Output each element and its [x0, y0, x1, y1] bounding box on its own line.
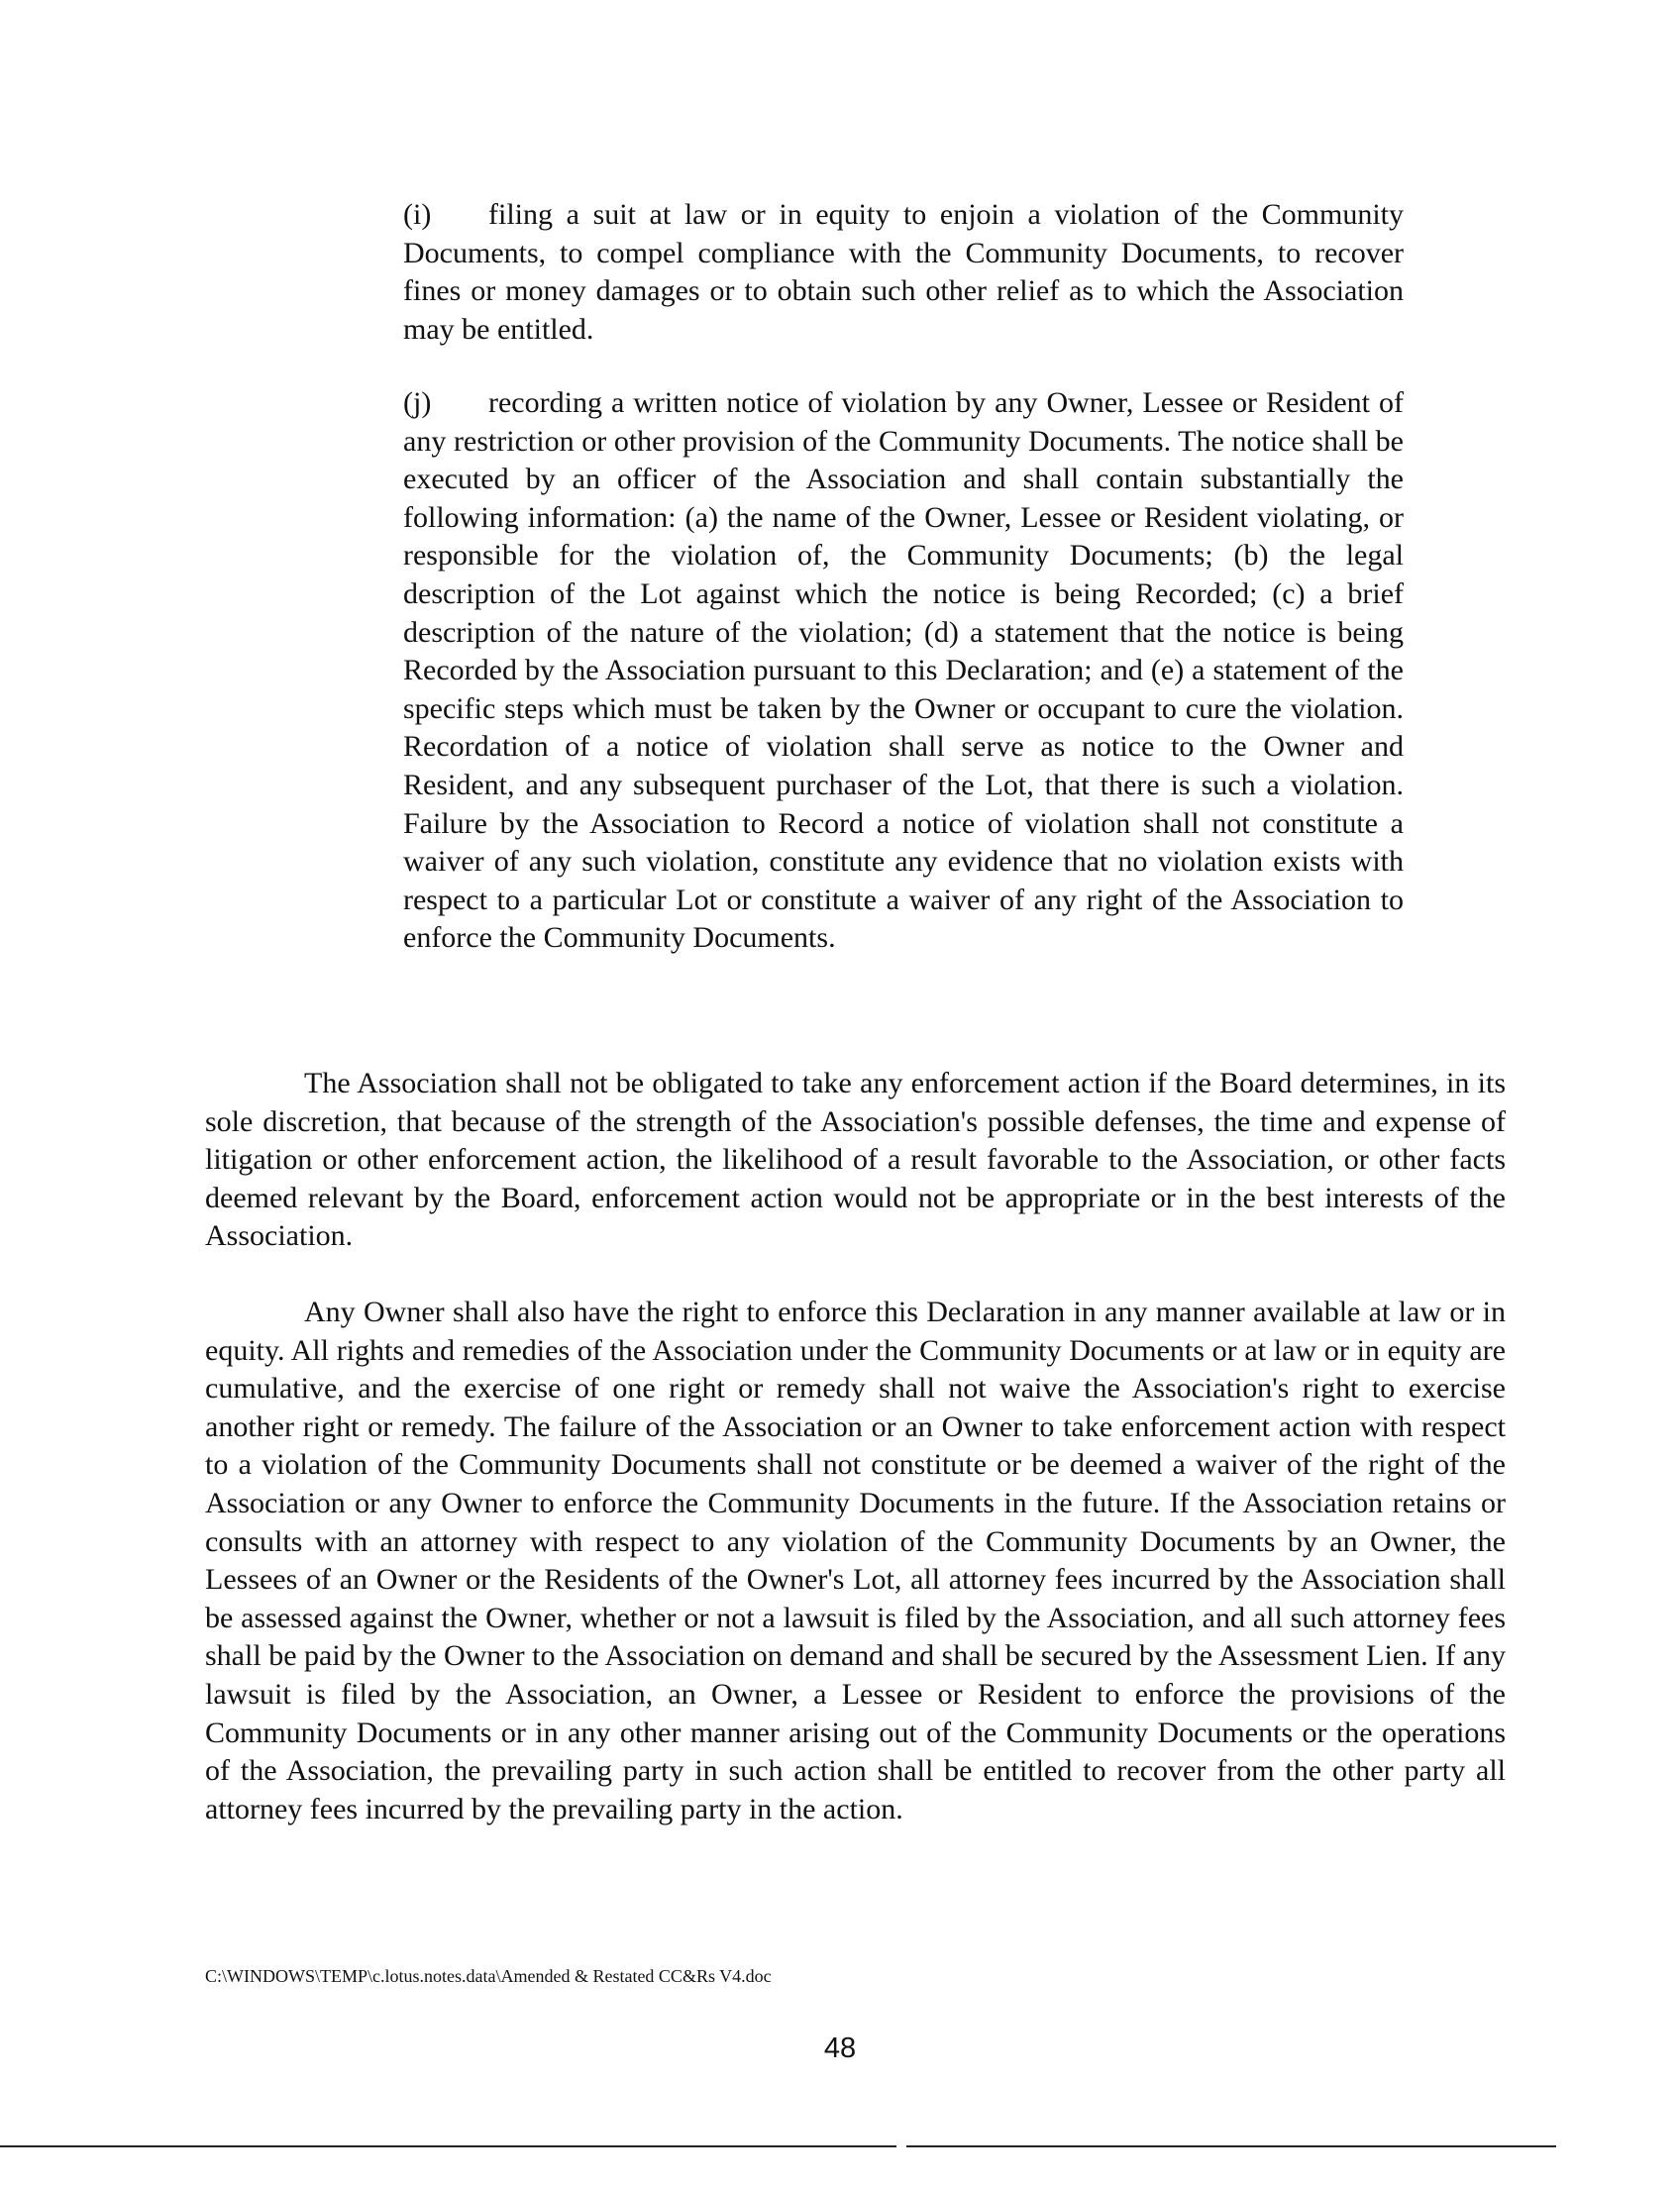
bottom-rule-left — [0, 2145, 896, 2147]
subsection-i — [403, 196, 1404, 349]
bottom-rule-right — [906, 2145, 1556, 2147]
owner-enforcement-paragraph: Any Owner shall also have the right to enforce this Declaration in any manner available at law or in equity. All rights and remedies of the Association under the Community Documents or at law or in equity are cumulative, and the exercise of one right or remedy shall not waive the Association's right to exercise another right or remedy. The failure of the Association or an Owner to take enforcement action with respect to a violation of the Community Documents shall not constitute or be deemed a waiver of the right of the Association or any Owner to enforce the Community Documents in the future. If the Association retains or consults with an attorney with respect to any violation of the Community Documents by an Owner, the Lessees of an Owner or the Residents of the Owner's Lot, all attorney fees incurred by the Association shall be assessed against the Owner, whether or not a lawsuit is filed by the Association, and all such attorney fees shall be paid by the Owner to the Association on demand and shall be secured by the Assessment Lien. If any lawsuit is filed by the Association, an Owner, a Lessee or Resident to enforce the provisions of the Community Documents or in any other manner arising out of the Community Documents or the operations of the Association, the prevailing party in such action shall be entitled to recover from the other party all attorney fees incurred by the prevailing party in the action. — [205, 1296, 1506, 1825]
enforcement-discretion-paragraph: The Association shall not be obligated to take any enforcement action if the Board determines, in its sole discretion, that because of the strength of the Association's possible defenses, the time and expense of litigation or other enforcement action, the likelihood of a result favorable to the Association, or other facts deemed relevant by the Board, enforcement action would not be appropriate or in the best interests of the Association. — [205, 1067, 1506, 1253]
subsection-i-text: filing a suit at law or in equity to enjoin a violation of the Community Documents, to compel compliance with the Community Documents, to recover fines or money damages or to obtain such other relief as to which the Association may be entitled. — [403, 198, 1404, 346]
page-number: 48 — [823, 2032, 857, 2064]
subsection-j — [403, 384, 1404, 958]
footer-file-path: C:\WINDOWS\TEMP\c.lotus.notes.data\Amended & Restated CC&Rs V4.doc — [205, 1966, 772, 1986]
subsection-j-marker: (j) — [403, 386, 432, 419]
subsection-j-text: recording a written notice of violation by any Owner, Lessee or Resident of any restriction or other provision of the Community Documents. The notice shall be executed by an officer of the Association and shall contain substantially the following information: (a) the name of the Owner, Lessee or Resident violating, or responsible for the violation of, the Community Documents; (b) the legal description of the Lot against which the notice is being Recorded; (c) a brief description of the nature of the violation; (d) a statement that the notice is being Recorded by the Association pursuant to this Declaration; and (e) a statement of the specific steps which must be taken by the Owner or occupant to cure the violation. Recordation of a notice of violation shall serve as notice to the Owner and Resident, and any subsequent purchaser of the Lot, that there is such a violation. Failure by the Association to Record a notice of violation shall not constitute a waiver of any such violation, constitute any evidence that no violation exists with respect to a particular Lot or constitute a waiver of any right of the Association to enforce the Community Documents. — [403, 386, 1404, 955]
subsection-i-marker: (i) — [403, 198, 432, 231]
